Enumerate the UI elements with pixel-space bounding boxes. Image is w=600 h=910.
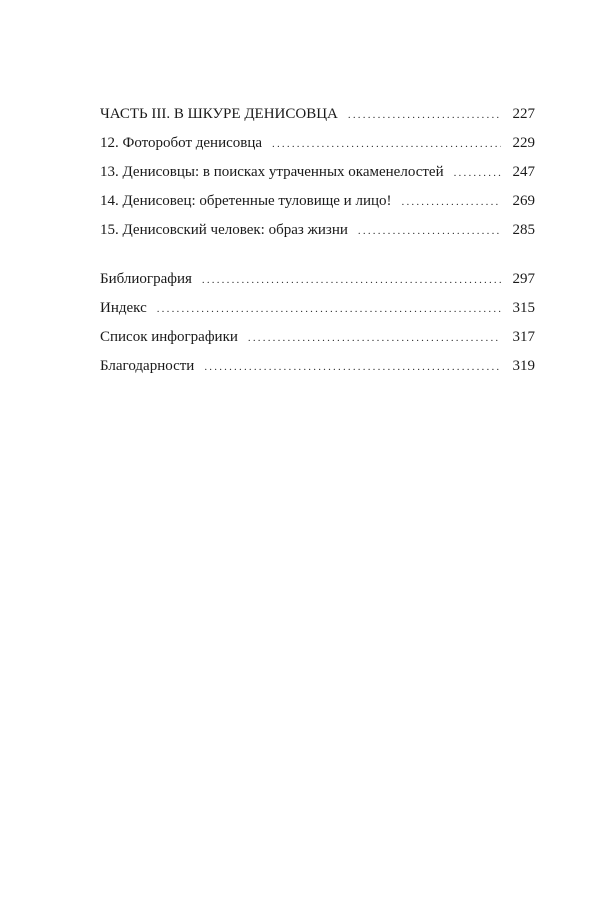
toc-entry-chapter-15 bbox=[100, 216, 535, 245]
toc-entry-part-three bbox=[100, 100, 535, 129]
toc-entry-page: 229 bbox=[512, 135, 535, 151]
dot-leader bbox=[204, 353, 501, 382]
toc-entry-title: 14. Денисовец: обретенные туловище и лицо! bbox=[100, 193, 392, 209]
dot-leader bbox=[202, 266, 501, 295]
toc-entry-page: 269 bbox=[512, 193, 535, 209]
dot-leader bbox=[454, 159, 501, 188]
toc-entry-title: ЧАСТЬ III. В ШКУРЕ ДЕНИСОВЦА bbox=[100, 106, 338, 122]
toc-entry-title: 13. Денисовцы: в поисках утраченных окаменелостей bbox=[100, 164, 444, 180]
toc-entry-title: 15. Денисовский человек: образ жизни bbox=[100, 222, 348, 238]
toc-entry-page: 227 bbox=[512, 106, 535, 122]
toc-entry-title: Список инфографики bbox=[100, 329, 238, 345]
toc-entry-chapter-13 bbox=[100, 158, 535, 187]
toc-entry-bibliography bbox=[100, 265, 535, 294]
dot-leader bbox=[157, 295, 501, 324]
toc-entry-infographics-list bbox=[100, 323, 535, 352]
toc-entry-index bbox=[100, 294, 535, 323]
dot-leader bbox=[402, 188, 502, 217]
toc-group-part-three bbox=[100, 100, 535, 245]
toc-entry-page: 297 bbox=[512, 271, 535, 287]
toc-entry-page: 319 bbox=[512, 358, 535, 374]
toc-entry-title: Благодарности bbox=[100, 358, 195, 374]
dot-leader bbox=[248, 324, 501, 353]
toc-entry-page: 285 bbox=[512, 222, 535, 238]
toc-entry-title: 12. Фоторобот денисовца bbox=[100, 135, 263, 151]
toc-entry-chapter-12 bbox=[100, 129, 535, 158]
dot-leader bbox=[348, 101, 501, 130]
toc-entry-page: 247 bbox=[512, 164, 535, 180]
toc-entry-title: Библиография bbox=[100, 271, 192, 287]
toc-entry-title: Индекс bbox=[100, 300, 147, 316]
toc-entry-page: 317 bbox=[512, 329, 535, 345]
toc-entry-page: 315 bbox=[512, 300, 535, 316]
toc-entry-chapter-14 bbox=[100, 187, 535, 216]
table-of-contents bbox=[100, 100, 535, 381]
toc-group-back-matter bbox=[100, 265, 535, 381]
toc-entry-acknowledgements bbox=[100, 352, 535, 381]
dot-leader bbox=[272, 130, 501, 159]
dot-leader bbox=[358, 217, 501, 246]
